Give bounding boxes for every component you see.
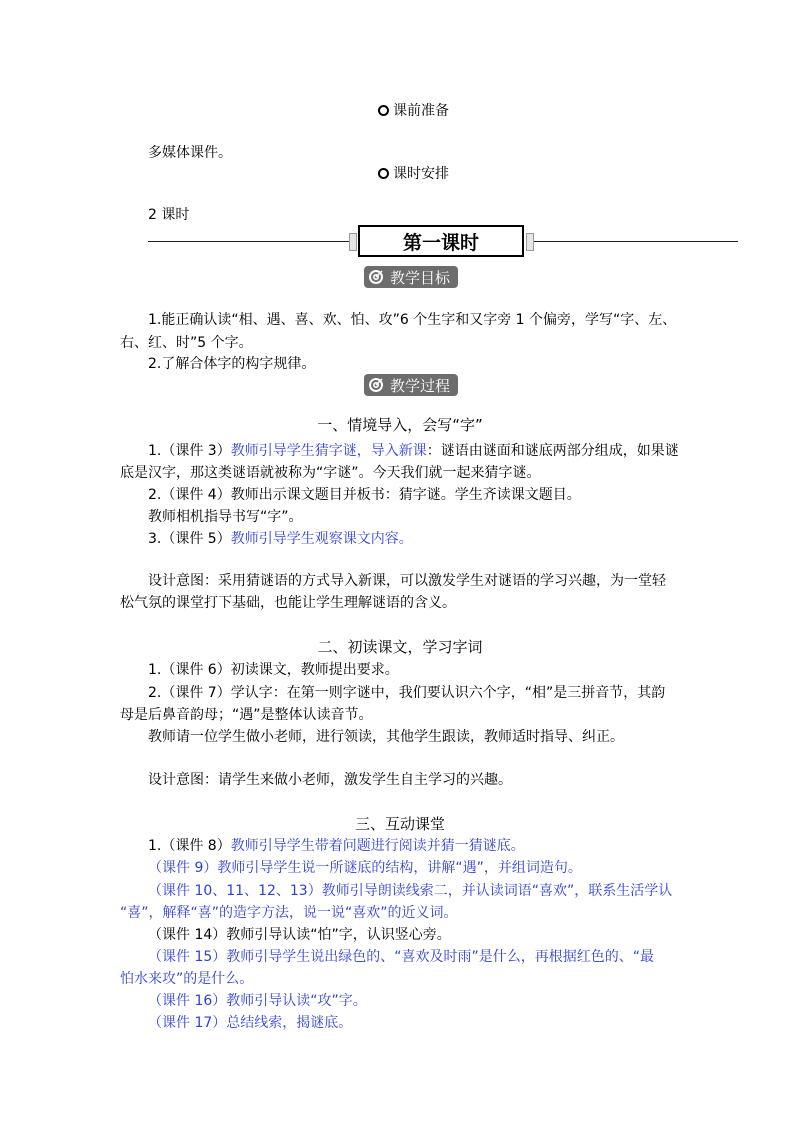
goal-item-1-line-2: 右、红、时”5 个字。 [120, 335, 253, 351]
part3-line-8: （课件 16）教师引导认读“攻”字。 [148, 993, 367, 1009]
banner-cap-right [526, 233, 534, 251]
part1-line-5-highlight: 教师引导学生观察课文内容。 [230, 531, 413, 547]
goals-label [364, 266, 458, 288]
design-intent-1-line-2: 松气氛的课堂打下基础，也能让学生理解谜语的含义。 [120, 595, 456, 611]
part1-line-5 [148, 529, 413, 549]
part2-line-3: 母是后鼻音韵母；“遇”是整体认读音节。 [120, 707, 373, 723]
part3-line-1-highlight: 教师引导学生带着问题进行阅读并猜一猜谜底。 [230, 838, 525, 854]
part3-line-7: 怕水来攻”的是什么。 [120, 971, 254, 987]
banner-cap-left [349, 233, 357, 251]
part1-line-2: 底是汉字，那这类谜语就被称为“字谜”。今天我们就一起来猜字谜。 [120, 465, 541, 481]
part3-line-2: （课件 9）教师引导学生说一所谜底的结构，讲解“遇”，并组词造句。 [148, 860, 582, 876]
banner-rule-right [534, 241, 738, 242]
banner-rule-left [148, 241, 350, 242]
ring-bullet-icon [378, 105, 389, 116]
part3-line-4: “喜”，解释“喜”的造字方法，说一说“喜欢”的近义词。 [120, 905, 458, 921]
part3-line-9: （课件 17）总结线索，揭谜底。 [148, 1015, 353, 1031]
schedule-heading-text: 课时安排 [393, 166, 449, 182]
goal-item-1-line-1: 1.能正确认读“相、遇、喜、欢、怕、攻”6 个生字和又字旁 1 个偏旁，学写“字、左、 [148, 312, 677, 328]
target-icon [368, 269, 384, 285]
part1-line-1-prefix: 1.（课件 3） [148, 443, 231, 459]
schedule-heading [378, 163, 449, 183]
process-label-text: 教学过程 [390, 376, 451, 395]
part2-line-4: 教师请一位学生做小老师，进行领读，其他学生跟读，教师适时指导、纠正。 [148, 729, 624, 745]
section-title-1: 一、情境导入，会写“字” [317, 416, 483, 434]
design-intent-2: 设计意图：请学生来做小老师，激发学生自主学习的兴趣。 [148, 772, 512, 788]
part3-line-5: （课件 14）教师引导认读“怕”字，认识竖心旁。 [148, 927, 451, 943]
process-label [364, 374, 458, 396]
part2-line-1: 1.（课件 6）初读课文，教师提出要求。 [148, 662, 399, 678]
prep-text: 多媒体课件。 [148, 145, 232, 161]
lesson-banner-title: 第一课时 [402, 231, 479, 254]
part1-line-1 [148, 441, 679, 461]
goal-item-2: 2.了解合体字的构字规律。 [148, 356, 316, 372]
prep-heading-text: 课前准备 [393, 103, 449, 119]
part3-line-3: （课件 10、11、12、13）教师引导朗读线索二，并认读词语“喜欢”，联系生活学认 [148, 883, 673, 899]
section-title-3: 三、互动课堂 [354, 815, 445, 833]
part1-line-3: 2.（课件 4）教师出示课文题目并板书：猜字谜。学生齐读课文题目。 [148, 487, 581, 503]
design-intent-1-line-1: 设计意图：采用猜谜语的方式导入新课，可以激发学生对谜语的学习兴趣，为一堂轻 [148, 573, 666, 589]
goals-label-text: 教学目标 [390, 268, 451, 287]
part1-line-5-prefix: 3.（课件 5） [148, 531, 231, 547]
schedule-text: 2 课时 [148, 207, 190, 223]
part3-line-1-prefix: 1.（课件 8） [148, 838, 231, 854]
part1-line-1-highlight: 教师引导学生猜字谜，导入新课 [230, 443, 427, 459]
prep-heading [378, 100, 449, 120]
part3-line-6: （课件 15）教师引导学生说出绿色的、“喜欢及时雨”是什么，再根据红色的、“最 [148, 949, 655, 965]
part1-line-4: 教师相机指导书写“字”。 [148, 509, 303, 525]
part1-line-1-suffix: ：谜语由谜面和谜底两部分组成，如果谜 [426, 443, 679, 459]
part3-line-1 [148, 836, 525, 856]
part2-line-2: 2.（课件 7）学认字：在第一则字谜中，我们要认识六个字，“相”是三拼音节，其韵 [148, 685, 666, 701]
section-title-2: 二、初读课文，学习字词 [317, 638, 483, 656]
ring-bullet-icon [378, 168, 389, 179]
lesson-banner [358, 225, 524, 257]
target-icon [368, 377, 384, 393]
